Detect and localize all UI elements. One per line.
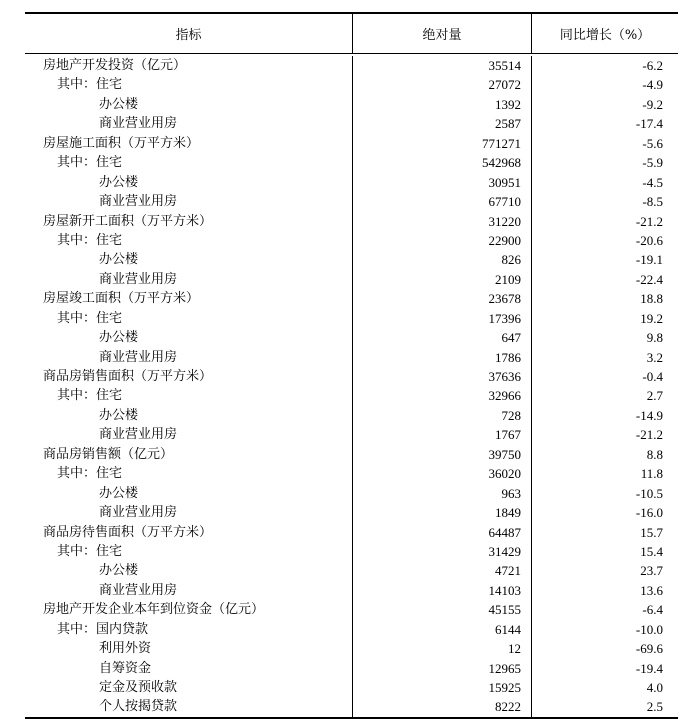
row-value: 8222 xyxy=(353,697,532,716)
row-label: 其中：住宅 xyxy=(25,386,353,405)
row-value: 2587 xyxy=(353,114,532,133)
row-growth: 3.2 xyxy=(646,349,663,365)
row-growth: -4.5 xyxy=(642,174,663,190)
row-value: 22900 xyxy=(353,231,532,250)
row-growth: -6.4 xyxy=(642,602,663,618)
row-growth: -6.2 xyxy=(642,58,663,73)
row-value: 39750 xyxy=(353,445,532,464)
row-label: 办公楼 xyxy=(25,328,353,347)
row-label: 其中：住宅 xyxy=(25,153,353,172)
row-value: 23678 xyxy=(353,289,532,308)
row-growth: -5.6 xyxy=(642,135,663,151)
row-value: 31220 xyxy=(353,212,532,231)
row-growth: -17.4 xyxy=(635,116,663,132)
table-row xyxy=(25,464,678,483)
table-row xyxy=(25,639,678,658)
row-value: 728 xyxy=(353,406,532,425)
table-row xyxy=(25,406,678,425)
row-growth: 4.0 xyxy=(646,680,663,695)
table-row xyxy=(25,289,678,308)
row-label: 办公楼 xyxy=(25,406,353,425)
row-growth: 13.6 xyxy=(640,582,663,598)
table-row xyxy=(25,600,678,619)
table-row xyxy=(25,542,678,561)
table-row xyxy=(25,367,678,386)
row-growth: -20.6 xyxy=(635,232,663,248)
row-label: 房屋新开工面积（万平方米） xyxy=(25,212,353,231)
row-growth: -69.6 xyxy=(635,641,663,657)
row-growth: 23.7 xyxy=(640,563,663,579)
row-growth: 9.8 xyxy=(646,330,663,346)
row-label: 房地产开发投资（亿元） xyxy=(25,56,353,75)
row-label: 其中：住宅 xyxy=(25,464,353,483)
table-row xyxy=(25,231,678,250)
row-value: 45155 xyxy=(353,600,532,619)
table-row xyxy=(25,659,678,678)
table-row xyxy=(25,581,678,600)
row-growth: -10.5 xyxy=(635,485,663,501)
row-label: 其中：住宅 xyxy=(25,542,353,561)
row-growth: -9.2 xyxy=(642,96,663,112)
row-label: 其中：住宅 xyxy=(25,231,353,250)
table-row xyxy=(25,173,678,192)
row-value: 17396 xyxy=(353,309,532,328)
table-row xyxy=(25,114,678,133)
row-label: 房屋施工面积（万平方米） xyxy=(25,134,353,153)
row-label: 办公楼 xyxy=(25,173,353,192)
table-row xyxy=(25,697,678,716)
row-label: 商业营业用房 xyxy=(25,503,353,522)
row-growth: -5.9 xyxy=(642,155,663,171)
row-value: 1786 xyxy=(353,348,532,367)
table-row xyxy=(25,56,678,75)
row-growth: 8.8 xyxy=(646,446,663,462)
row-value: 36020 xyxy=(353,464,532,483)
table-row xyxy=(25,250,678,269)
row-value: 12965 xyxy=(353,659,532,678)
row-growth: -4.9 xyxy=(642,77,663,93)
row-value: 14103 xyxy=(353,581,532,600)
table-row xyxy=(25,620,678,639)
row-value: 32966 xyxy=(353,386,532,405)
row-label: 商业营业用房 xyxy=(25,192,353,211)
row-label: 办公楼 xyxy=(25,484,353,503)
statistics-table xyxy=(25,12,678,719)
table-row xyxy=(25,134,678,153)
row-value: 27072 xyxy=(353,75,532,94)
row-value: 31429 xyxy=(353,542,532,561)
row-growth: 2.7 xyxy=(646,388,663,404)
row-growth: 15.7 xyxy=(640,524,663,540)
row-value: 35514 xyxy=(353,56,532,75)
row-growth: 19.2 xyxy=(640,310,663,326)
table-row xyxy=(25,425,678,444)
row-label: 利用外资 xyxy=(25,639,353,658)
row-growth: -14.9 xyxy=(635,407,663,423)
row-label: 办公楼 xyxy=(25,561,353,580)
row-label: 房地产开发企业本年到位资金（亿元） xyxy=(25,600,353,619)
row-value: 2109 xyxy=(353,270,532,289)
row-value: 771271 xyxy=(353,134,532,153)
row-value: 30951 xyxy=(353,173,532,192)
row-growth: 2.5 xyxy=(646,699,663,715)
row-growth: -21.2 xyxy=(635,427,663,443)
table-row xyxy=(25,270,678,289)
row-label: 个人按揭贷款 xyxy=(25,697,353,716)
row-growth: 18.8 xyxy=(640,291,663,307)
row-label: 其中：住宅 xyxy=(25,309,353,328)
row-growth: -22.4 xyxy=(635,271,663,287)
row-value: 542968 xyxy=(353,153,532,172)
row-value: 647 xyxy=(353,328,532,347)
table-row xyxy=(25,212,678,231)
row-value: 6144 xyxy=(353,620,532,639)
row-growth: -8.5 xyxy=(642,194,663,210)
table-row xyxy=(25,484,678,503)
row-value: 4721 xyxy=(353,561,532,580)
row-value: 1849 xyxy=(353,503,532,522)
row-value: 963 xyxy=(353,484,532,503)
row-value: 1392 xyxy=(353,95,532,114)
row-label: 其中：国内贷款 xyxy=(25,620,353,639)
header-growth: 同比增长（%） xyxy=(559,28,651,43)
table-row xyxy=(25,561,678,580)
row-value: 15925 xyxy=(353,678,532,697)
row-label: 办公楼 xyxy=(25,250,353,269)
row-growth: 11.8 xyxy=(640,466,663,482)
row-growth: -19.1 xyxy=(635,252,663,268)
row-growth: -21.2 xyxy=(635,213,663,229)
row-label: 办公楼 xyxy=(25,95,353,114)
row-label: 商业营业用房 xyxy=(25,270,353,289)
row-value: 37636 xyxy=(353,367,532,386)
row-label: 商业营业用房 xyxy=(25,114,353,133)
row-label: 商品房销售额（亿元） xyxy=(25,445,353,464)
header-absolute: 绝对量 xyxy=(353,14,532,53)
table-row xyxy=(25,75,678,94)
row-label: 定金及预收款 xyxy=(25,678,353,697)
row-label: 房屋竣工面积（万平方米） xyxy=(25,289,353,308)
row-growth: -10.0 xyxy=(635,621,663,637)
header-indicator: 指标 xyxy=(25,14,353,53)
row-label: 商品房待售面积（万平方米） xyxy=(25,523,353,542)
table-row xyxy=(25,503,678,522)
row-label: 商业营业用房 xyxy=(25,425,353,444)
table-row xyxy=(25,348,678,367)
row-growth: -16.0 xyxy=(635,505,663,521)
row-value: 1767 xyxy=(353,425,532,444)
row-value: 826 xyxy=(353,250,532,269)
row-value: 12 xyxy=(353,639,532,658)
table-header xyxy=(25,14,678,54)
row-growth: -0.4 xyxy=(642,369,663,384)
table-body xyxy=(25,54,678,717)
row-label: 商品房销售面积（万平方米） xyxy=(25,367,353,386)
table-row xyxy=(25,328,678,347)
row-value: 67710 xyxy=(353,192,532,211)
row-growth: 15.4 xyxy=(640,543,663,559)
row-value: 64487 xyxy=(353,523,532,542)
row-label: 其中：住宅 xyxy=(25,75,353,94)
row-label: 自筹资金 xyxy=(25,659,353,678)
table-row xyxy=(25,95,678,114)
table-row xyxy=(25,523,678,542)
row-label: 商业营业用房 xyxy=(25,581,353,600)
table-row xyxy=(25,192,678,211)
table-row xyxy=(25,445,678,464)
table-row xyxy=(25,309,678,328)
row-growth: -19.4 xyxy=(635,660,663,676)
table-row xyxy=(25,386,678,405)
row-label: 商业营业用房 xyxy=(25,348,353,367)
table-row xyxy=(25,153,678,172)
table-row xyxy=(25,678,678,697)
